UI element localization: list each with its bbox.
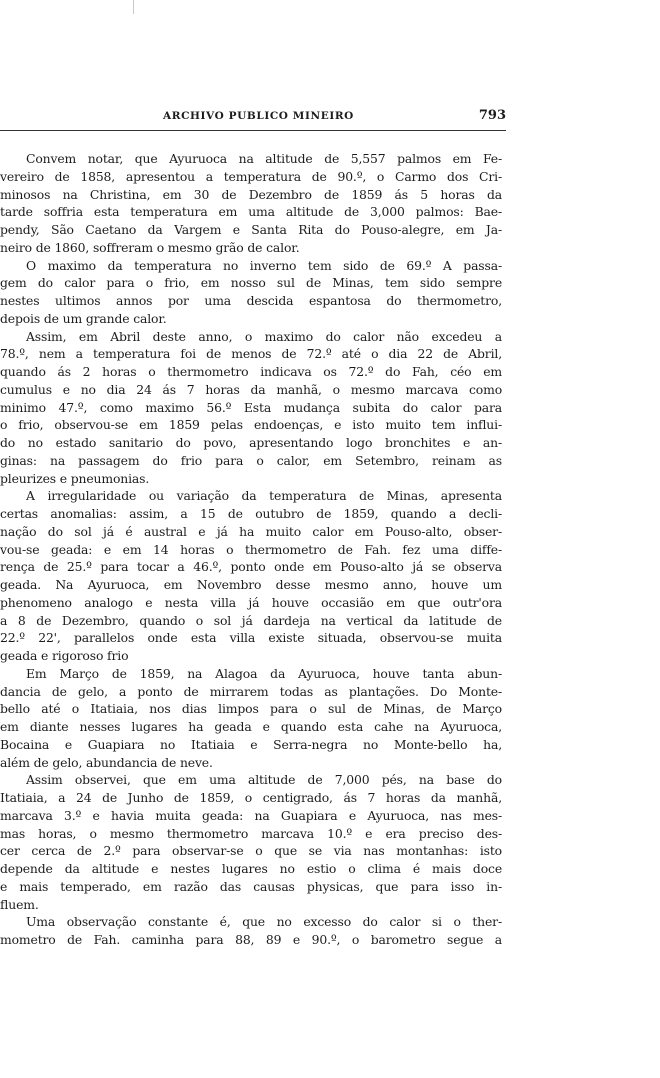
text-line: certas anomalias: assim, a 15 de outubro de 1859, quando a decli- (0, 506, 502, 521)
text-line: quando ás 2 horas o thermometro indicava os 72.º do Fah, céo em (0, 364, 502, 379)
text-line: e mais temperado, em razão das causas physicas, que para isso in- (0, 878, 502, 894)
text-line: nação do sol já é austral e já ha muito calor em Pouso-alto, obser- (0, 523, 502, 539)
text-line: bello até o Itatiaia, nos dias limpos para o sul de Minas, de Março (0, 701, 502, 717)
text-line: o frio, observou-se em 1859 pelas endoenças, e isto muito tem influi- (0, 417, 502, 433)
text-line: geada e rigoroso frio (0, 648, 129, 663)
text-line: em diante nesses lugares ha geada e quando esta cahe na Ayuruoca, (0, 719, 502, 734)
text-line: A irregularidade ou variação da temperatura de Minas, apresenta (26, 488, 502, 504)
text-line: Itatiaia, a 24 de Junho de 1859, o centigrado, ás 7 horas da manhã, (0, 790, 502, 805)
text-line: Assim, em Abril deste anno, o maximo do calor não excedeu a (26, 328, 502, 344)
text-line: minimo 47.º, como maximo 56.º Esta mudança subita do calor para (0, 399, 502, 415)
text-line: ginas: na passagem do frio para o calor, em Setembro, reinam as (0, 452, 502, 468)
page-header (0, 108, 506, 128)
text-line: geada. Na Ayuruoca, em Novembro desse mesmo anno, houve um (0, 577, 502, 592)
text-line: Em Março de 1859, na Alagoa da Ayuruoca, houve tanta abun- (26, 665, 502, 681)
text-line: nestes ultimos annos por uma descida espantosa do thermometro, (0, 293, 502, 308)
text-line: gem do calor para o frio, em nosso sul de Minas, tem sido sempre (0, 275, 502, 291)
text-line: cer cerca de 2.º para observar-se o que se via nas montanhas: isto (0, 843, 502, 859)
text-line: dancia de gelo, a ponto de mirrarem todas as plantações. Do Monte- (0, 683, 502, 699)
text-line: pendy, São Caetano da Vargem e Santa Rita do Pouso-alegre, em Ja- (0, 222, 502, 237)
text-line: a 8 de Dezembro, quando o sol já dardeja na vertical da latitude de (0, 612, 502, 628)
text-line: depende da altitude e nestes lugares no estio o clima é mais doce (0, 861, 502, 876)
page-number: 793 (478, 108, 506, 123)
text-line: pleurizes e pneumonias. (0, 470, 150, 486)
text-line: O maximo da temperatura no inverno tem sido de 69.º A passa- (26, 257, 502, 273)
body-text (0, 150, 502, 949)
text-line: depois de um grande calor. (0, 310, 167, 326)
scan-mark (133, 0, 134, 14)
text-line: Bocaina e Guapiara no Itatiaia e Serra-negra no Monte-bello ha, (0, 736, 502, 752)
text-line: minosos na Christina, em 30 de Dezembro de 1859 ás 5 horas da (0, 186, 502, 202)
text-line: cumulus e no dia 24 ás 7 horas da manhã, o mesmo marcava como (0, 381, 502, 397)
text-line: marcava 3.º e havia muita geada: na Guapiara e Ayuruoca, nas mes- (0, 807, 502, 823)
text-line: Assim observei, que em uma altitude de 7,000 pés, na base do (26, 772, 502, 788)
running-title: ARCHIVO PUBLICO MINEIRO (163, 110, 354, 122)
text-line: vereiro de 1858, apresentou a temperatura de 90.º, o Carmo dos Cri- (0, 168, 502, 184)
text-line: mometro de Fah. caminha para 88, 89 e 90.º, o barometro segue a (0, 932, 502, 947)
text-line: mas horas, o mesmo thermometro marcava 10.º e era preciso des- (0, 825, 502, 841)
text-line: rença de 25.º para tocar a 46.º, ponto onde em Pouso-alto já se observa (0, 559, 502, 575)
text-line: neiro de 1860, soffreram o mesmo grão de calor. (0, 239, 300, 255)
text-line: vou-se geada: e em 14 horas o thermometro de Fah. fez uma diffe- (0, 541, 502, 557)
text-line: fluem. (0, 896, 39, 912)
text-line: do no estado sanitario do povo, apresentando logo bronchites e an- (0, 435, 502, 450)
text-line: além de gelo, abundancia de neve. (0, 754, 213, 770)
text-line: phenomeno analogo e nesta villa já houve occasião em que outr'ora (0, 594, 502, 610)
text-line: Convem notar, que Ayuruoca na altitude de 5,557 palmos em Fe- (26, 151, 502, 166)
text-line: 78.º, nem a temperatura foi de menos de 72.º até o dia 22 de Abril, (0, 346, 502, 362)
text-line: 22.º 22', parallelos onde esta villa existe situada, observou-se muita (0, 630, 502, 646)
text-line: Uma observação constante é, que no excesso do calor si o ther- (26, 914, 502, 930)
header-rule (0, 130, 506, 131)
text-line: tarde soffria esta temperatura em uma altitude de 3,000 palmos: Bae- (0, 204, 502, 220)
